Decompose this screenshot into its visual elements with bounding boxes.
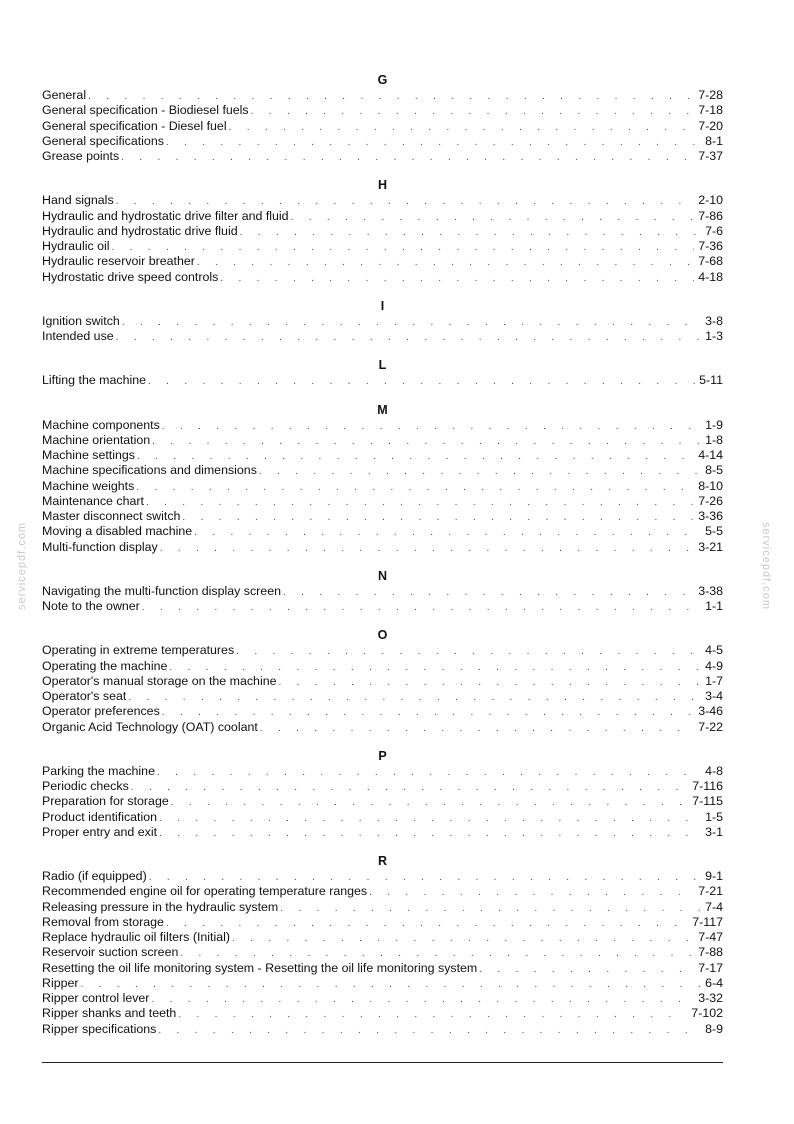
index-entry[interactable] — [42, 134, 723, 149]
dot-leader — [151, 992, 694, 1007]
dot-leader — [260, 721, 694, 736]
index-entry[interactable] — [42, 930, 723, 945]
index-entry[interactable] — [42, 224, 723, 239]
index-section — [42, 628, 723, 735]
dot-leader — [278, 675, 701, 690]
dot-leader — [136, 480, 694, 495]
entry-title: Proper entry and exit — [42, 824, 158, 839]
index-entry[interactable] — [42, 193, 723, 208]
dot-leader — [166, 916, 688, 931]
dot-leader — [149, 870, 701, 885]
index-entry[interactable] — [42, 689, 723, 704]
dot-leader — [171, 795, 688, 810]
entry-page-number: 7-37 — [698, 149, 723, 163]
index-entry[interactable] — [42, 884, 723, 899]
entry-page-number: 1-5 — [705, 809, 723, 824]
index-entry[interactable] — [42, 494, 723, 509]
index-entry[interactable] — [42, 915, 723, 930]
entry-title: Organic Acid Technology (OAT) coolant — [42, 719, 258, 734]
dot-leader — [81, 977, 702, 992]
dot-leader — [162, 705, 694, 720]
entry-title: Operator's manual storage on the machine — [42, 673, 277, 688]
entry-title: Operating the machine — [42, 658, 168, 673]
entry-page-number: 7-117 — [692, 914, 723, 929]
index-entry[interactable] — [42, 961, 723, 976]
index-entry[interactable] — [42, 659, 723, 674]
entry-title: Grease points — [42, 149, 120, 163]
entry-page-number: 3-1 — [705, 824, 723, 839]
index-entry[interactable] — [42, 643, 723, 658]
entry-title: Periodic checks — [42, 779, 129, 793]
index-entry[interactable] — [42, 599, 723, 614]
index-entry[interactable] — [42, 254, 723, 269]
dot-leader — [169, 660, 701, 675]
dot-leader — [194, 525, 701, 540]
section-letter: O — [377, 628, 388, 643]
index-entry[interactable] — [42, 584, 723, 599]
entry-page-number: 4-8 — [705, 763, 723, 778]
index-entry[interactable] — [42, 149, 723, 164]
index-entry[interactable] — [42, 991, 723, 1006]
dot-leader — [180, 946, 694, 961]
index-entry[interactable] — [42, 704, 723, 719]
entry-title: Preparation for storage — [42, 794, 169, 809]
dot-leader — [128, 690, 701, 705]
entry-title: Machine settings — [42, 448, 135, 462]
entry-title: Hydraulic and hydrostatic drive filter and fluid — [42, 208, 289, 223]
entry-page-number: 7-47 — [698, 930, 723, 944]
entry-page-number: 3-4 — [705, 689, 723, 703]
index-entry[interactable] — [42, 524, 723, 539]
entry-title: Maintenance chart — [42, 493, 144, 508]
index-entry[interactable] — [42, 794, 723, 809]
entry-page-number: 3-36 — [698, 509, 723, 523]
entry-page-number: 1-1 — [705, 599, 723, 613]
entry-page-number: 3-46 — [698, 704, 723, 719]
entry-page-number: 8-10 — [698, 478, 723, 493]
index-entry[interactable] — [42, 103, 723, 118]
entry-title: Hand signals — [42, 193, 114, 208]
entry-page-number: 7-115 — [692, 794, 723, 809]
section-letter: G — [377, 73, 388, 87]
entry-title: Multi-function display — [42, 539, 158, 554]
entry-title: Ignition switch — [42, 313, 120, 328]
entry-page-number: 7-86 — [698, 208, 723, 223]
entry-page-number: 3-8 — [705, 313, 723, 328]
dot-leader — [157, 765, 701, 780]
entry-page-number: 1-3 — [705, 329, 723, 343]
dot-leader — [259, 464, 701, 479]
index-entry[interactable] — [42, 825, 723, 840]
section-letter: R — [377, 854, 388, 868]
dot-leader — [116, 330, 701, 345]
entry-title: Navigating the multi-function display screen — [42, 583, 281, 598]
index-entry[interactable] — [42, 976, 723, 991]
footer-rule — [42, 1062, 723, 1063]
entry-title: Operating in extreme temperatures — [42, 643, 235, 658]
entry-page-number: 4-5 — [705, 643, 723, 658]
entry-page-number: 8-1 — [705, 133, 723, 148]
index-entry[interactable] — [42, 463, 723, 478]
entry-title: Machine orientation — [42, 432, 151, 447]
dot-leader — [160, 541, 694, 556]
index-entry[interactable] — [42, 373, 723, 388]
entry-title: Recommended engine oil for operating temperature ranges — [42, 884, 368, 899]
entry-page-number: 1-9 — [705, 417, 723, 432]
index-entry[interactable] — [42, 479, 723, 494]
dot-leader — [148, 374, 695, 389]
index-entry[interactable] — [42, 433, 723, 448]
entry-page-number: 7-4 — [705, 899, 723, 914]
entry-page-number: 2-10 — [698, 193, 723, 208]
dot-leader — [236, 644, 701, 659]
entry-title: General specification - Biodiesel fuels — [42, 103, 249, 118]
index-entry[interactable] — [42, 720, 723, 735]
entry-page-number: 8-5 — [705, 463, 723, 478]
dot-leader — [197, 255, 694, 270]
dot-leader — [137, 449, 694, 464]
entry-page-number: 7-21 — [698, 884, 723, 899]
index-entry[interactable] — [42, 900, 723, 915]
index-section — [42, 403, 723, 555]
dot-leader — [232, 931, 694, 946]
entry-page-number: 4-9 — [705, 658, 723, 673]
section-letter: M — [377, 402, 388, 417]
entry-title: Radio (if equipped) — [42, 869, 147, 883]
entry-page-number: 7-22 — [698, 719, 723, 734]
dot-leader — [251, 104, 695, 119]
index-section — [42, 569, 723, 615]
entry-page-number: 4-18 — [698, 269, 723, 284]
watermark-left: servicepdf.com — [16, 522, 28, 610]
section-letter: P — [378, 748, 387, 763]
index-section — [42, 73, 723, 164]
index-entry[interactable] — [42, 448, 723, 463]
entry-title: Ripper — [42, 975, 79, 990]
entry-page-number: 7-68 — [698, 254, 723, 269]
entry-title: Master disconnect switch — [42, 509, 181, 523]
index-entry[interactable] — [42, 869, 723, 884]
entry-page-number: 7-18 — [698, 103, 723, 118]
dot-leader — [111, 240, 694, 255]
entry-page-number: 3-21 — [698, 539, 723, 554]
section-letter: L — [378, 358, 387, 373]
dot-leader — [369, 885, 694, 900]
entry-title: Operator's seat — [42, 689, 127, 703]
entry-title: Hydraulic oil — [42, 239, 110, 253]
entry-page-number: 7-6 — [705, 223, 723, 238]
entry-page-number: 5-5 — [705, 524, 723, 539]
dot-leader — [162, 419, 701, 434]
dot-leader — [182, 510, 694, 525]
entry-title: General — [42, 88, 87, 102]
entry-title: Hydrostatic drive speed controls — [42, 269, 219, 284]
entry-title: General specifications — [42, 133, 164, 148]
entry-title: Replace hydraulic oil filters (Initial) — [42, 930, 230, 944]
index-entry[interactable] — [42, 314, 723, 329]
entry-title: Machine weights — [42, 478, 135, 493]
entry-title: Lifting the machine — [42, 373, 147, 388]
index-entry[interactable] — [42, 239, 723, 254]
index-entry[interactable] — [42, 810, 723, 825]
entry-page-number: 1-7 — [705, 673, 723, 688]
section-letter: N — [377, 568, 388, 583]
dot-leader — [152, 434, 701, 449]
entry-title: Hydraulic reservoir breather — [42, 254, 195, 269]
dot-leader — [122, 315, 701, 330]
entry-title: Product identification — [42, 809, 158, 824]
entry-page-number: 7-20 — [698, 118, 723, 133]
entry-page-number: 7-26 — [698, 493, 723, 508]
entry-page-number: 7-36 — [698, 239, 723, 253]
entry-page-number: 7-17 — [698, 960, 723, 975]
entry-page-number: 4-14 — [698, 448, 723, 462]
entry-title: Parking the machine — [42, 763, 155, 778]
entry-title: General specification - Diesel fuel — [42, 118, 227, 133]
dot-leader — [220, 271, 694, 286]
entry-page-number: 7-28 — [698, 88, 723, 102]
dot-leader — [291, 210, 695, 225]
index-entry[interactable] — [42, 540, 723, 555]
entry-page-number: 7-116 — [692, 779, 723, 793]
dot-leader — [142, 600, 701, 615]
entry-page-number: 8-9 — [705, 1021, 723, 1036]
entry-title: Removal from storage — [42, 914, 164, 929]
index-entry[interactable] — [42, 209, 723, 224]
index-entry[interactable] — [42, 509, 723, 524]
watermark-right: servicepdf.com — [760, 522, 772, 610]
index-entry[interactable] — [42, 779, 723, 794]
dot-leader — [159, 826, 701, 841]
entry-title: Ripper shanks and teeth — [42, 1006, 177, 1021]
index-entry[interactable] — [42, 1006, 723, 1021]
entry-page-number: 1-8 — [705, 432, 723, 447]
index-entry[interactable] — [42, 418, 723, 433]
entry-page-number: 3-32 — [698, 991, 723, 1005]
entry-title: Machine specifications and dimensions — [42, 463, 257, 478]
entry-title: Moving a disabled machine — [42, 524, 193, 539]
dot-leader — [280, 901, 701, 916]
dot-leader — [116, 194, 695, 209]
index-entry[interactable] — [42, 1022, 723, 1037]
dot-leader — [479, 962, 694, 977]
entry-title: Releasing pressure in the hydraulic system — [42, 899, 279, 914]
entry-title: Ripper specifications — [42, 1021, 157, 1036]
entry-title: Operator preferences — [42, 704, 160, 719]
dot-leader — [146, 495, 694, 510]
index-entry[interactable] — [42, 329, 723, 344]
dot-leader — [121, 150, 694, 165]
index-section — [42, 358, 723, 388]
entry-page-number: 6-4 — [705, 975, 723, 990]
index-entry[interactable] — [42, 674, 723, 689]
dot-leader — [158, 1023, 701, 1038]
entry-page-number: 5-11 — [699, 373, 723, 388]
dot-leader — [88, 89, 694, 104]
index-section — [42, 178, 723, 285]
dot-leader — [131, 780, 688, 795]
dot-leader — [166, 135, 701, 150]
dot-leader — [178, 1007, 687, 1022]
index-section — [42, 749, 723, 840]
dot-leader — [159, 811, 701, 826]
index-entry[interactable] — [42, 764, 723, 779]
entry-page-number: 7-88 — [698, 945, 723, 960]
entry-title: Resetting the oil life monitoring system - Resetting the oil life monitoring system — [42, 960, 478, 975]
entry-page-number: 7-102 — [691, 1006, 723, 1021]
entry-title: Machine components — [42, 417, 160, 432]
entry-page-number: 9-1 — [705, 869, 723, 883]
entry-title: Hydraulic and hydrostatic drive fluid — [42, 223, 238, 238]
dot-leader — [229, 120, 695, 135]
index-list — [42, 73, 723, 1037]
section-letter: I — [380, 298, 385, 313]
index-entry[interactable] — [42, 945, 723, 960]
dot-leader — [240, 225, 701, 240]
index-section — [42, 854, 723, 1037]
section-letter: H — [377, 178, 388, 193]
entry-title: Note to the owner — [42, 599, 140, 613]
entry-title: Intended use — [42, 329, 114, 343]
index-section — [42, 299, 723, 345]
entry-title: Reservoir suction screen — [42, 945, 179, 960]
entry-page-number: 3-38 — [698, 583, 723, 598]
index-entry[interactable] — [42, 119, 723, 134]
dot-leader — [283, 585, 694, 600]
entry-title: Ripper control lever — [42, 991, 150, 1005]
index-entry[interactable] — [42, 88, 723, 103]
index-entry[interactable] — [42, 270, 723, 285]
